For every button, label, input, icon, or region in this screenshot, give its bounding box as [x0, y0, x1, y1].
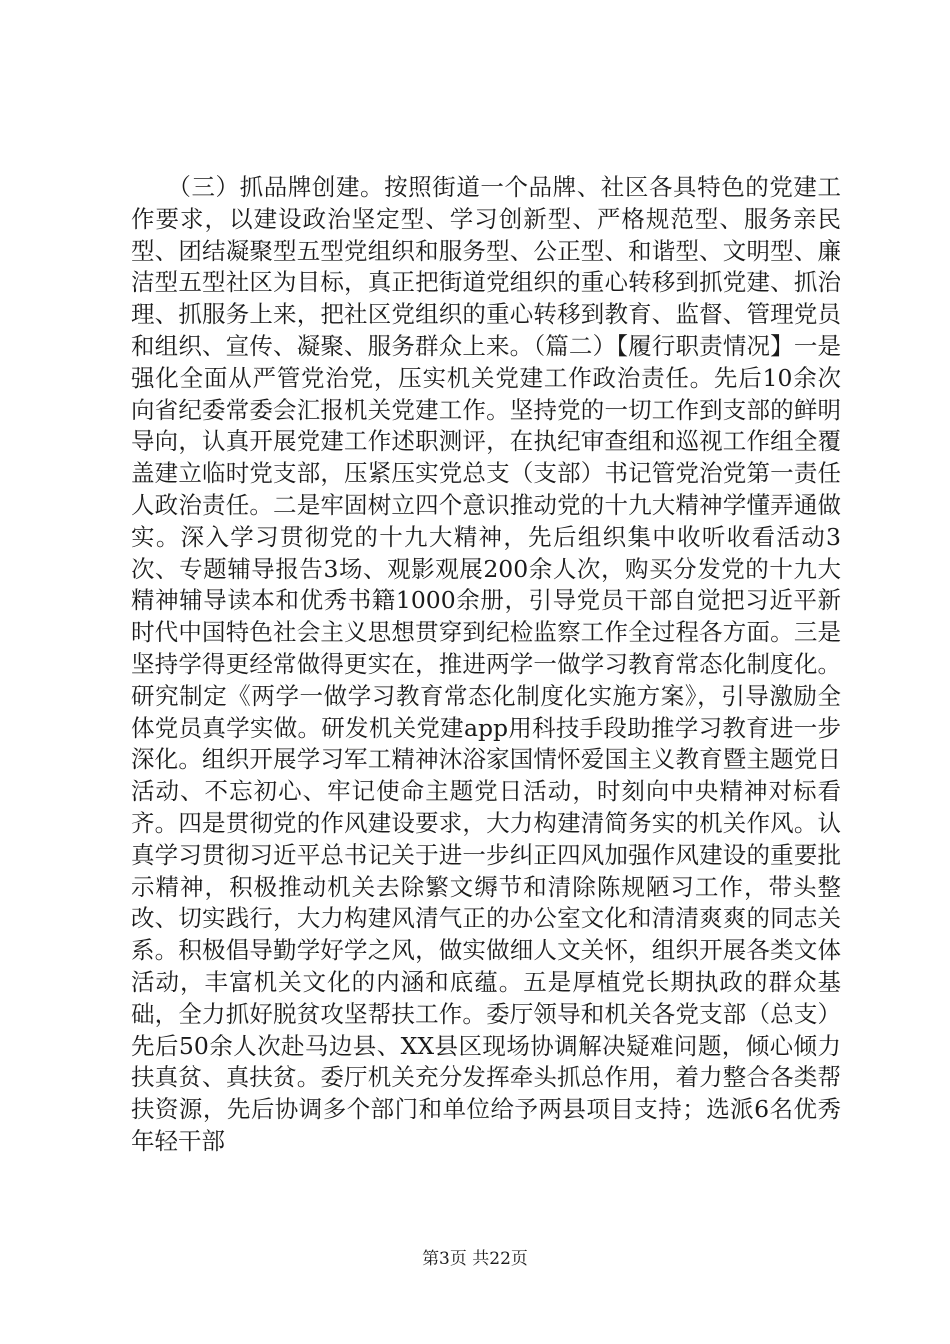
document-body [131, 172, 841, 1158]
body-paragraph: （三）抓品牌创建。按照街道一个品牌、社区各具特色的党建工作要求，以建设政治坚定型、学习创新型、严格规范型、服务亲民型、团结凝聚型五型党组织和服务型、公正型、和谐型、文明型、廉洁型五型社区为目标，真正把街道党组织的重心转移到抓党建、抓治理、抓服务上来，把社区党组织的重心转移到教育、监督、管理党员和组织、宣传、凝聚、服务群众上来。（篇二）【履行职责情况】一是强化全面从严管党治党，压实机关党建工作政治责任。先后10余次向省纪委常委会汇报机关党建工作。坚持党的一切工作到支部的鲜明导向，认真开展党建工作述职测评，在执纪审查组和巡视工作组全覆盖建立临时党支部，压紧压实党总支（支部）书记管党治党第一责任人政治责任。二是牢固树立四个意识推动党的十九大精神学懂弄通做实。深入学习贯彻党的十九大精神，先后组织集中收听收看活动3次、专题辅导报告3场、观影观展200余人次，购买分发党的十九大精神辅导读本和优秀书籍1000余册，引导党员干部自觉把习近平新时代中国特色社会主义思想贯穿到纪检监察工作全过程各方面。三是坚持学得更经常做得更实在，推进两学一做学习教育常态化制度化。研究制定《两学一做学习教育常态化制度化实施方案》，引导激励全体党员真学实做。研发机关党建app用科技手段助推学习教育进一步深化。组织开展学习军工精神沐浴家国情怀爱国主义教育暨主题党日活动、不忘初心、牢记使命主题党日活动，时刻向中央精神对标看齐。四是贯彻党的作风建设要求，大力构建清简务实的机关作风。认真学习贯彻习近平总书记关于进一步纠正四风加强作风建设的重要批示精神，积极推动机关去除繁文缛节和清除陈规陋习工作，带头整改、切实践行，大力构建风清气正的办公室文化和清清爽爽的同志关系。积极倡导勤学好学之风，做实做细人文关怀，组织开展各类文体活动，丰富机关文化的内涵和底蕴。五是厚植党长期执政的群众基础，全力抓好脱贫攻坚帮扶工作。委厅领导和机关各党支部（总支）先后50余人次赴马边县、XX县区现场协调解决疑难问题，倾心倾力扶真贫、真扶贫。委厅机关充分发挥牵头抓总作用，着力整合各类帮扶资源，先后协调多个部门和单位给予两县项目支持；选派6名优秀年轻干部 [131, 173, 841, 1155]
page-number: 第3页 共22页 [422, 1249, 528, 1269]
page-footer [0, 1244, 950, 1269]
